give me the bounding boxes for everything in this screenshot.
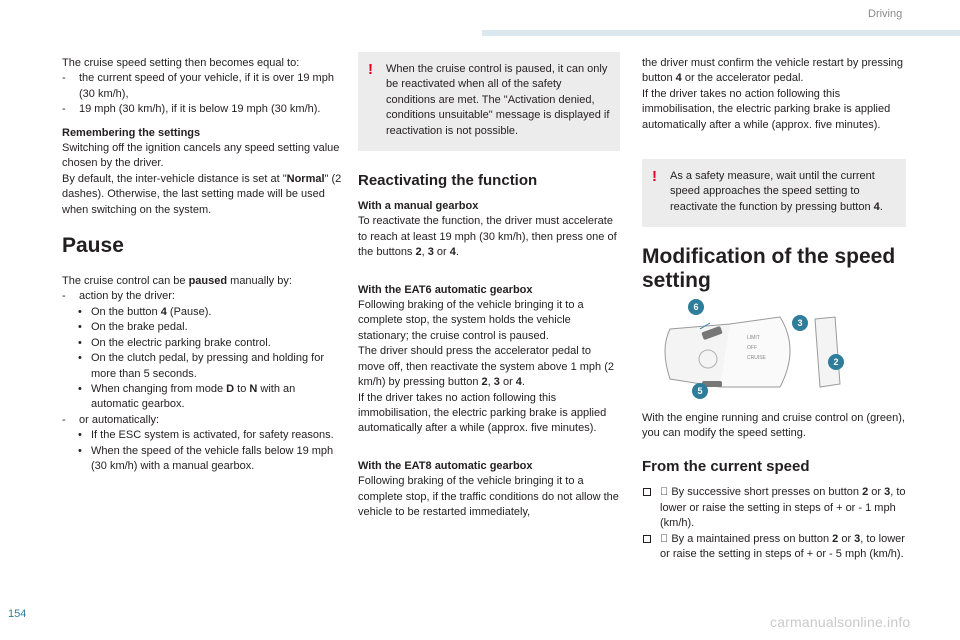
column-left <box>62 56 342 474</box>
manual-text: To reactivate the function, the driver must accelerate to reach at least 19 mph (30 km/h), then press one of the buttons 2, 3 or 4. <box>358 215 617 259</box>
eat8-text: Following braking of the vehicle bringing it to a complete stop, if the traffic conditions do not allow the vehicle to be restarted immediately, <box>358 475 619 518</box>
column-right <box>642 56 906 563</box>
list-item: - action by the driver: • On the button 4 (Pause). • On the brake pedal. • On the electric parking brake control. • On the clutch pedal, by pressing and holding for more than 5 seconds. • When changing from mode D to N with an automatic gearbox. <box>62 289 342 412</box>
checkbox-icon <box>643 488 651 496</box>
restart-text: the driver must confirm the vehicle restart by pressing button 4 or the accelerator pedal. <box>642 57 904 85</box>
eat6-text-2: The driver should press the accelerator pedal to move off, then reactivate the system above 1 mph (2 km/h) by pressing button 2, 3 or 4. <box>358 345 614 389</box>
cruise-intro: The cruise speed setting then becomes equal to: <box>62 57 300 69</box>
list-item: • On the button 4 (Pause). <box>62 305 342 320</box>
immobilisation-text: If the driver takes no action following this immobilisation, the electric parking brake is applied automatically after a while (approx. five minutes). <box>642 87 891 131</box>
column-middle <box>358 56 620 520</box>
list-item: • When the speed of the vehicle falls below 19 mph (30 km/h) with a manual gearbox. <box>62 444 342 475</box>
eat6-title: With the EAT6 automatic gearbox <box>358 283 533 296</box>
current-speed-heading: From the current speed <box>642 458 810 476</box>
label-cruise: CRUISE <box>747 355 766 362</box>
remember-text-2: By default, the inter-vehicle distance is set at "Normal" (2 dashes). Otherwise, the last setting made will be used when switching on the system. <box>62 172 342 216</box>
safety-warning-box <box>642 159 906 227</box>
warning-icon: ! <box>368 61 373 78</box>
list-item: By a maintained press on button 2 or 3, to lower or raise the setting in steps of + or - 5 mph (km/h). <box>642 532 906 563</box>
list-item: - the current speed of your vehicle, if it is over 19 mph (30 km/h), <box>62 71 342 102</box>
svg-text:5: 5 <box>697 386 703 397</box>
thumbwheel <box>815 317 840 387</box>
safety-warning-text: As a safety measure, wait until the current speed approaches the speed setting to reactivate the function by pressing button 4. <box>670 170 883 213</box>
list-item: • On the brake pedal. <box>62 320 342 335</box>
list-item: • On the electric parking brake control. <box>62 336 342 351</box>
section-title: Driving <box>868 8 903 20</box>
eat8-title: With the EAT8 automatic gearbox <box>358 459 533 472</box>
list-item: • If the ESC system is activated, for safety reasons. <box>62 428 342 443</box>
intro-list <box>62 71 342 117</box>
pause-list <box>62 289 342 474</box>
warning-text: When the cruise control is paused, it can only be reactivated when all of the safety conditions are met. The "Activation denied, conditions unsuitable" message is displayed if reactivation is not possible. <box>386 63 610 137</box>
checkbox-icon <box>643 535 651 543</box>
warning-box <box>358 52 620 151</box>
pause-heading: Pause <box>62 234 124 258</box>
modify-text: With the engine running and cruise control on (green), you can modify the speed setting. <box>642 411 905 440</box>
reactivate-heading: Reactivating the function <box>358 172 538 190</box>
pause-intro: The cruise control can be paused manually by: <box>62 275 292 288</box>
warning-icon: ! <box>652 168 657 186</box>
list-item: - 19 mph (30 km/h), if it is below 19 mph (30 km/h). <box>62 102 342 117</box>
modify-heading: Modification of the speed setting <box>642 245 896 293</box>
header-bar <box>482 30 960 36</box>
svg-text:6: 6 <box>693 302 699 313</box>
list-item: • When changing from mode D to N with an automatic gearbox. <box>62 382 342 413</box>
remember-title: Remembering the settings <box>62 126 201 139</box>
svg-text:2: 2 <box>833 357 839 368</box>
steering-control-illustration <box>650 299 870 399</box>
list-item: - or automatically: • If the ESC system is activated, for safety reasons. • When the speed of the vehicle falls below 19 mph (30 km/h) with a manual gearbox. <box>62 413 342 475</box>
manual-title: With a manual gearbox <box>358 200 479 213</box>
svg-text:3: 3 <box>797 318 803 329</box>
list-item: By successive short presses on button 2 or 3, to lower or raise the setting in steps of + or - 1 mph (km/h). <box>642 485 906 531</box>
eat6-text-3: If the driver takes no action following this immobilisation, the electric parking brake is applied automatically after a while (approx. five minutes). <box>358 391 607 435</box>
label-limit: LIMIT <box>747 335 760 342</box>
remember-text-1: Switching off the ignition cancels any speed setting value chosen by the driver. <box>62 142 340 170</box>
steps-list <box>642 485 906 562</box>
page-number: 154 <box>8 608 27 620</box>
list-item: • On the clutch pedal, by pressing and holding for more than 5 seconds. <box>62 351 342 382</box>
eat6-text-1: Following braking of the vehicle bringing it to a complete stop, the system holds the vehicle stationary; the cruise control is paused. <box>358 299 584 342</box>
watermark: carmanualsonline.info <box>770 614 911 630</box>
label-off: OFF <box>747 345 757 352</box>
